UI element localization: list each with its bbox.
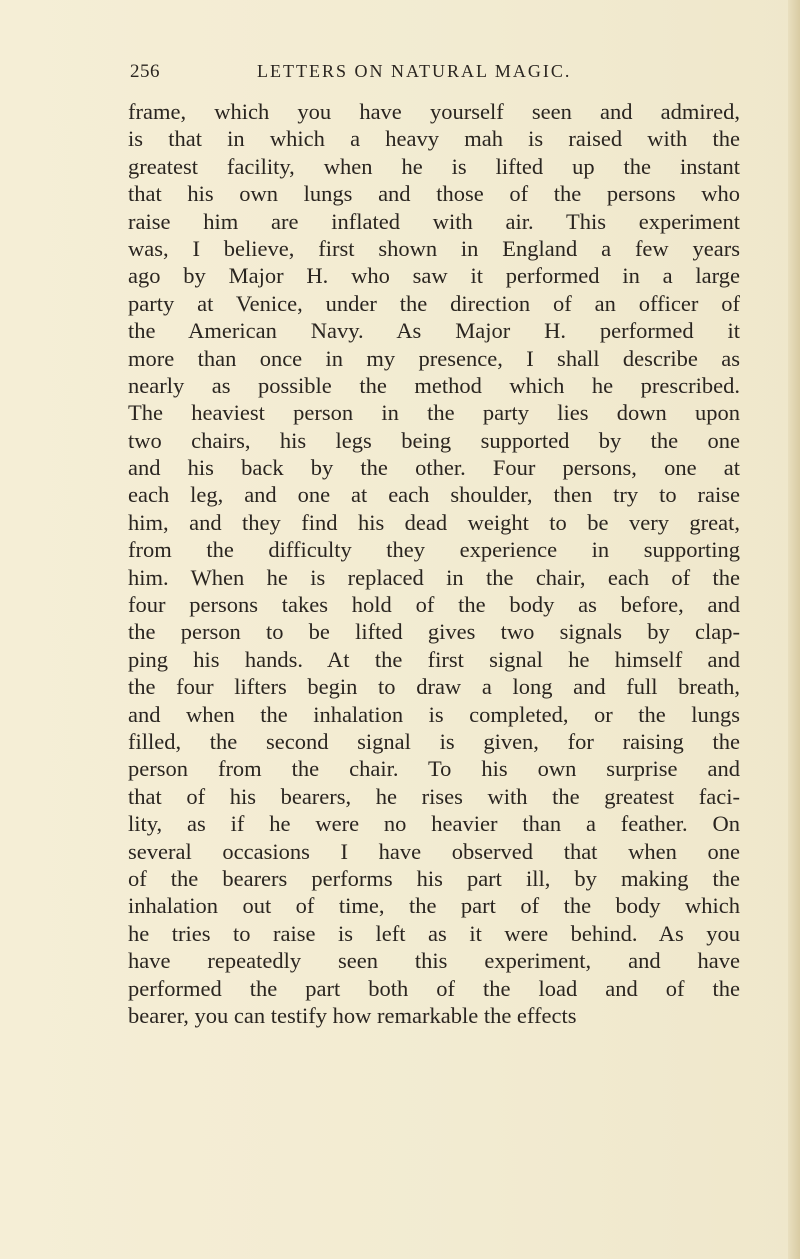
text-line: ago by Major H. who saw it performed in a large xyxy=(128,263,740,289)
text-line: of the bearers performs his part ill, by making the xyxy=(128,865,740,891)
text-line: two chairs, his legs being supported by the one xyxy=(128,427,740,453)
text-line: frame, which you have yourself seen and admired, xyxy=(128,99,740,124)
text-line: inhalation out of time, the part of the body which xyxy=(128,893,740,919)
text-line: ping his hands. At the first signal he himself and xyxy=(128,646,740,672)
text-line: the person to be lifted gives two signals by clap- xyxy=(128,619,740,645)
text-line: performed the part both of the load and of the xyxy=(128,975,740,1001)
text-line: The heaviest person in the party lies down upon xyxy=(128,400,740,426)
text-line: several occasions I have observed that when one xyxy=(128,838,740,864)
text-line: have repeatedly seen this experiment, and have xyxy=(128,948,740,974)
text-line: and his back by the other. Four persons, one at xyxy=(128,455,740,481)
text-line: four persons takes hold of the body as before, and xyxy=(128,592,740,618)
running-head: LETTERS ON NATURAL MAGIC. xyxy=(257,61,572,81)
text-line: the four lifters begin to draw a long and full breath, xyxy=(128,674,740,700)
text-line: each leg, and one at each shoulder, then try to raise xyxy=(128,482,740,508)
text-line: bearer, you can testify how remarkable the effects xyxy=(128,1002,577,1028)
text-line: him, and they find his dead weight to be very great, xyxy=(128,509,740,535)
text-line: him. When he is replaced in the chair, each of the xyxy=(128,564,740,590)
page-header xyxy=(130,61,750,87)
page-edge xyxy=(788,0,800,1259)
body-text xyxy=(128,98,740,1029)
text-line: lity, as if he were no heavier than a feather. On xyxy=(128,811,740,837)
text-line: more than once in my presence, I shall describe as xyxy=(128,345,740,371)
text-line: greatest facility, when he is lifted up the instant xyxy=(128,153,740,179)
text-line: nearly as possible the method which he prescribed. xyxy=(128,372,740,398)
text-line: he tries to raise is left as it were behind. As you xyxy=(128,920,740,946)
text-line: is that in which a heavy mah is raised with the xyxy=(128,126,740,152)
text-line: person from the chair. To his own surprise and xyxy=(128,756,740,782)
text-line: that his own lungs and those of the persons who xyxy=(128,181,740,207)
text-line: filled, the second signal is given, for raising the xyxy=(128,728,740,754)
text-line: that of his bearers, he rises with the greatest faci- xyxy=(128,783,740,809)
text-line: the American Navy. As Major H. performed it xyxy=(128,318,740,344)
text-line: from the difficulty they experience in supporting xyxy=(128,537,740,563)
text-line: was, I believe, first shown in England a few years xyxy=(128,235,740,261)
text-line: raise him are inflated with air. This experiment xyxy=(128,208,740,234)
page-number: 256 xyxy=(130,61,160,82)
text-line: party at Venice, under the direction of an officer of xyxy=(128,290,740,316)
text-line: and when the inhalation is completed, or the lungs xyxy=(128,701,740,727)
